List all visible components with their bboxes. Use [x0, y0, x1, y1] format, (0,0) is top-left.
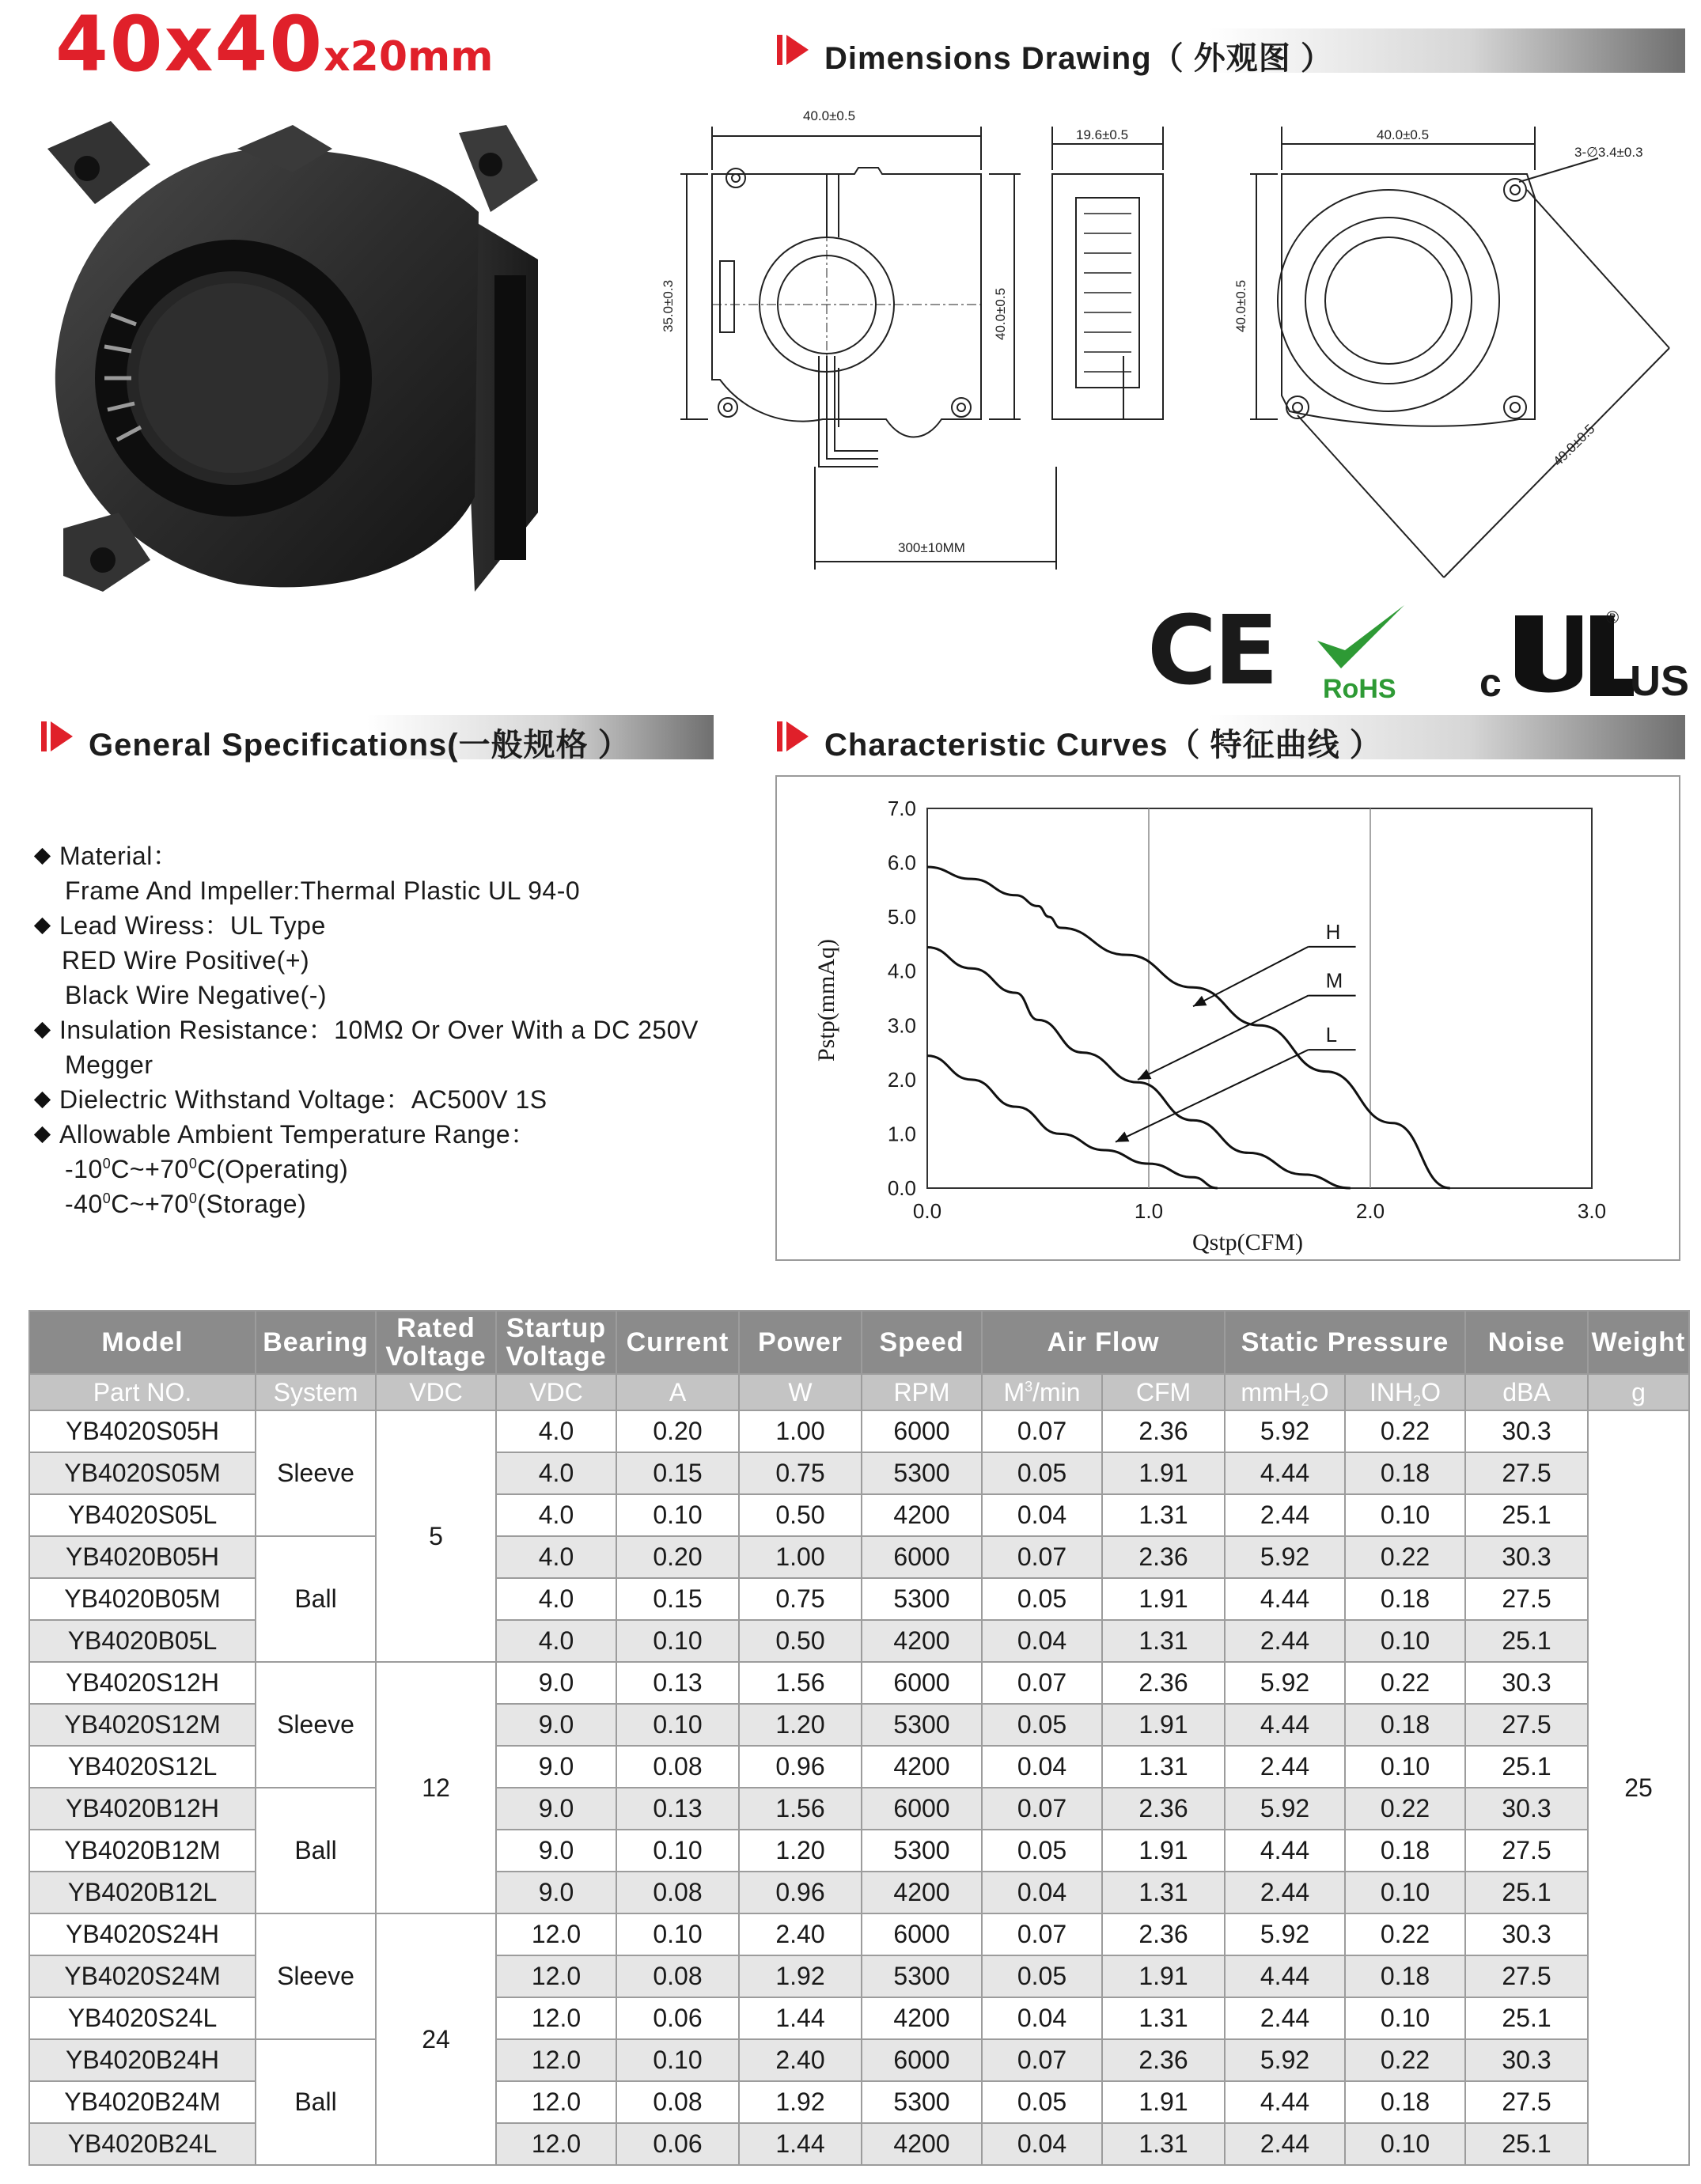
cell-pressure-in: 0.10	[1345, 1872, 1465, 1913]
cell-startup-voltage: 12.0	[496, 2081, 616, 2123]
cell-startup-voltage: 9.0	[496, 1662, 616, 1704]
cell-power: 1.56	[739, 1662, 862, 1704]
header-startup-voltage: Startup Voltage	[496, 1311, 616, 1374]
cell-power: 1.44	[739, 2123, 862, 2165]
table-header-row	[29, 1311, 1689, 1374]
cell-power: 0.75	[739, 1452, 862, 1494]
cell-airflow-cfm: 1.91	[1102, 1830, 1225, 1872]
cell-pressure-in: 0.22	[1345, 1788, 1465, 1830]
diamond-bullet-icon	[34, 918, 51, 934]
y-tick-label: 2.0	[887, 1067, 916, 1092]
cell-airflow-m3: 0.04	[982, 1872, 1102, 1913]
cell-model: YB4020B12H	[29, 1788, 256, 1830]
ul-registered-mark: ®	[1606, 608, 1620, 627]
spec-material-value: Frame And Impeller:Thermal Plastic UL 94-0	[65, 876, 581, 905]
x-tick-label: 1.0	[1134, 1199, 1164, 1223]
cell-noise: 25.1	[1465, 1746, 1588, 1788]
cell-startup-voltage: 4.0	[496, 1536, 616, 1578]
cell-speed: 4200	[862, 1620, 982, 1662]
curve-M	[927, 948, 1351, 1188]
cell-noise: 30.3	[1465, 1913, 1588, 1955]
cell-airflow-cfm: 2.36	[1102, 1410, 1225, 1452]
cell-airflow-m3: 0.05	[982, 1452, 1102, 1494]
diamond-bullet-icon	[34, 1022, 51, 1039]
cell-current: 0.20	[616, 1536, 739, 1578]
cell-airflow-m3: 0.07	[982, 1410, 1102, 1452]
cell-speed: 6000	[862, 1536, 982, 1578]
cell-speed: 6000	[862, 1913, 982, 1955]
cell-pressure-mm: 4.44	[1225, 2081, 1345, 2123]
cell-speed: 6000	[862, 1662, 982, 1704]
series-label-L: L	[1325, 1023, 1338, 1047]
table-units-row	[29, 1374, 1689, 1410]
cell-pressure-in: 0.18	[1345, 1452, 1465, 1494]
section-header-curves	[775, 715, 1685, 763]
cell-pressure-mm: 4.44	[1225, 1955, 1345, 1997]
spec-red-wire: RED Wire Positive(+)	[62, 946, 310, 975]
cell-airflow-m3: 0.07	[982, 2039, 1102, 2081]
cell-airflow-m3: 0.07	[982, 1788, 1102, 1830]
cell-model: YB4020B24M	[29, 2081, 256, 2123]
header-bearing: Bearing	[256, 1311, 376, 1374]
y-tick-label: 4.0	[887, 959, 916, 983]
rohs-label: RoHS	[1323, 674, 1396, 704]
ce-mark-icon: CE	[1147, 596, 1276, 706]
y-tick-label: 5.0	[887, 905, 916, 929]
cell-model: YB4020S24L	[29, 1997, 256, 2039]
cell-airflow-cfm: 2.36	[1102, 1536, 1225, 1578]
certification-logos	[1147, 596, 1690, 720]
cell-power: 1.20	[739, 1704, 862, 1746]
cell-pressure-in: 0.18	[1345, 1704, 1465, 1746]
cell-airflow-cfm: 2.36	[1102, 1662, 1225, 1704]
cell-airflow-cfm: 1.91	[1102, 1452, 1225, 1494]
cell-airflow-m3: 0.07	[982, 1536, 1102, 1578]
cell-pressure-mm: 5.92	[1225, 1536, 1345, 1578]
cell-speed: 5300	[862, 1704, 982, 1746]
cell-airflow-m3: 0.04	[982, 2123, 1102, 2165]
cell-speed: 5300	[862, 1452, 982, 1494]
cell-model: YB4020S24M	[29, 1955, 256, 1997]
cell-model: YB4020B24L	[29, 2123, 256, 2165]
cell-model: YB4020B24H	[29, 2039, 256, 2081]
table-row	[29, 1536, 1689, 1578]
cell-startup-voltage: 9.0	[496, 1746, 616, 1788]
ul-c-label: c	[1479, 660, 1502, 705]
section-title: Dimensions Drawing（ 外观图 ）	[824, 41, 1333, 76]
curve-L	[927, 1056, 1218, 1188]
y-axis-label: Pstp(mmAq)	[813, 938, 839, 1062]
cell-pressure-in: 0.22	[1345, 1536, 1465, 1578]
header-static-pressure: Static Pressure	[1225, 1311, 1465, 1374]
dim-side-width: 19.6±0.5	[1076, 127, 1129, 142]
cell-pressure-in: 0.22	[1345, 2039, 1465, 2081]
cell-current: 0.10	[616, 1620, 739, 1662]
cell-airflow-cfm: 1.31	[1102, 1997, 1225, 2039]
cell-power: 0.96	[739, 1746, 862, 1788]
spec-black-wire: Black Wire Negative(-)	[65, 981, 328, 1009]
cell-current: 0.08	[616, 1955, 739, 1997]
cell-speed: 4200	[862, 1494, 982, 1536]
cell-airflow-m3: 0.04	[982, 1494, 1102, 1536]
cell-noise: 27.5	[1465, 1704, 1588, 1746]
cell-startup-voltage: 9.0	[496, 1704, 616, 1746]
cell-startup-voltage: 12.0	[496, 2123, 616, 2165]
table-row	[29, 1788, 1689, 1830]
y-tick-label: 6.0	[887, 850, 916, 875]
pointer-line	[1193, 947, 1309, 1006]
cell-airflow-cfm: 1.31	[1102, 1494, 1225, 1536]
cell-current: 0.10	[616, 1913, 739, 1955]
unit-cfm: CFM	[1102, 1374, 1225, 1410]
cell-model: YB4020S12H	[29, 1662, 256, 1704]
chart-svg	[777, 777, 1679, 1259]
cell-noise: 27.5	[1465, 1452, 1588, 1494]
cell-airflow-cfm: 1.31	[1102, 1746, 1225, 1788]
header-weight: Weight	[1588, 1311, 1689, 1374]
unit-rated-vdc: VDC	[376, 1374, 496, 1410]
x-tick-label: 0.0	[912, 1199, 942, 1223]
dim-back-height: 40.0±0.5	[1233, 279, 1248, 332]
diamond-bullet-icon	[34, 848, 51, 865]
cell-airflow-cfm: 1.91	[1102, 1578, 1225, 1620]
table-row	[29, 1913, 1689, 1955]
cell-model: YB4020B05L	[29, 1620, 256, 1662]
cell-pressure-in: 0.10	[1345, 2123, 1465, 2165]
cell-noise: 25.1	[1465, 1620, 1588, 1662]
cell-current: 0.08	[616, 1872, 739, 1913]
cell-airflow-cfm: 1.31	[1102, 1620, 1225, 1662]
ul-us-label: US	[1630, 657, 1690, 705]
red-arrow-icon	[40, 718, 76, 755]
spec-operating-range: $-10^0C\sim+70^0C(Operating)$	[65, 1155, 349, 1183]
curve-H	[927, 867, 1450, 1188]
cell-pressure-mm: 5.92	[1225, 1662, 1345, 1704]
cell-airflow-m3: 0.05	[982, 1578, 1102, 1620]
cell-model: YB4020B12M	[29, 1830, 256, 1872]
cell-startup-voltage: 9.0	[496, 1872, 616, 1913]
cell-bearing: Sleeve	[256, 1410, 376, 1536]
cell-speed: 6000	[862, 2039, 982, 2081]
cell-pressure-in: 0.18	[1345, 1830, 1465, 1872]
spec-ambient: Allowable Ambient Temperature Range：	[33, 1117, 777, 1152]
cell-pressure-mm: 2.44	[1225, 1494, 1345, 1536]
table-row	[29, 1410, 1689, 1452]
dim-hole-spec: 3-∅3.4±0.3	[1574, 145, 1643, 160]
cell-airflow-cfm: 2.36	[1102, 1788, 1225, 1830]
cell-noise: 25.1	[1465, 1494, 1588, 1536]
cell-airflow-m3: 0.04	[982, 1746, 1102, 1788]
cell-power: 1.20	[739, 1830, 862, 1872]
cell-speed: 6000	[862, 1788, 982, 1830]
dim-cable-length: 300±10MM	[898, 540, 965, 555]
header-power: Power	[739, 1311, 862, 1374]
section-title: General Specifications(一般规格 ）	[89, 728, 631, 763]
unit-speed: RPM	[862, 1374, 982, 1410]
cell-airflow-cfm: 2.36	[1102, 1913, 1225, 1955]
spec-dielectric: Dielectric Withstand Voltage：AC500V 1S	[33, 1082, 777, 1117]
header-current: Current	[616, 1311, 739, 1374]
fan-product-photo	[32, 117, 554, 623]
cell-noise: 30.3	[1465, 1536, 1588, 1578]
cell-airflow-cfm: 1.31	[1102, 2123, 1225, 2165]
cell-rated-voltage: 12	[376, 1662, 496, 1913]
cell-power: 0.96	[739, 1872, 862, 1913]
x-tick-label: 3.0	[1577, 1199, 1607, 1223]
unit-inh2o: $INH_2O$	[1345, 1374, 1465, 1410]
cell-power: 1.00	[739, 1410, 862, 1452]
cell-airflow-m3: 0.04	[982, 1997, 1102, 2039]
cell-pressure-in: 0.22	[1345, 1410, 1465, 1452]
y-tick-label: 3.0	[887, 1013, 916, 1038]
cell-bearing: Ball	[256, 1536, 376, 1662]
cell-startup-voltage: 12.0	[496, 1997, 616, 2039]
cell-pressure-mm: 5.92	[1225, 1410, 1345, 1452]
cell-current: 0.13	[616, 1788, 739, 1830]
cell-speed: 4200	[862, 1746, 982, 1788]
cell-noise: 27.5	[1465, 1578, 1588, 1620]
cell-model: YB4020S24H	[29, 1913, 256, 1955]
unit-part-no: Part NO.	[29, 1374, 256, 1410]
x-axis-label: Qstp(CFM)	[1192, 1229, 1304, 1255]
rohs-check-icon	[1309, 601, 1412, 680]
dim-diagonal: 49.0±0.5	[1550, 421, 1598, 469]
y-tick-label: 7.0	[887, 797, 916, 820]
cell-power: 1.92	[739, 1955, 862, 1997]
unit-m3-min: $M^3/\min$	[982, 1374, 1102, 1410]
cell-current: 0.10	[616, 1494, 739, 1536]
spec-storage-range: $-40^0C\sim+70^0(Storage)$	[65, 1190, 307, 1218]
header-model: Model	[29, 1311, 256, 1374]
dim-front-width: 40.0±0.5	[803, 108, 856, 123]
cell-pressure-mm: 5.92	[1225, 2039, 1345, 2081]
cell-startup-voltage: 12.0	[496, 2039, 616, 2081]
cell-noise: 25.1	[1465, 1872, 1588, 1913]
cell-airflow-m3: 0.05	[982, 1955, 1102, 1997]
cell-power: 0.50	[739, 1620, 862, 1662]
dim-back-width: 40.0±0.5	[1377, 127, 1430, 142]
unit-system: System	[256, 1374, 376, 1410]
cell-noise: 30.3	[1465, 2039, 1588, 2081]
cell-pressure-mm: 2.44	[1225, 1620, 1345, 1662]
dim-front-height-right: 40.0±0.5	[993, 287, 1008, 340]
cell-noise: 30.3	[1465, 1788, 1588, 1830]
cell-power: 1.44	[739, 1997, 862, 2039]
cell-pressure-in: 0.10	[1345, 1620, 1465, 1662]
header-rated-voltage: Rated Voltage	[376, 1311, 496, 1374]
cell-pressure-mm: 2.44	[1225, 1872, 1345, 1913]
cell-power: 0.75	[739, 1578, 862, 1620]
model-specifications-table	[28, 1310, 1690, 2166]
cell-startup-voltage: 9.0	[496, 1788, 616, 1830]
cell-noise: 27.5	[1465, 1955, 1588, 1997]
cell-pressure-mm: 4.44	[1225, 1704, 1345, 1746]
cell-current: 0.10	[616, 1830, 739, 1872]
cell-bearing: Sleeve	[256, 1662, 376, 1788]
cell-noise: 25.1	[1465, 1997, 1588, 2039]
cell-noise: 30.3	[1465, 1410, 1588, 1452]
cell-speed: 4200	[862, 2123, 982, 2165]
cell-startup-voltage: 4.0	[496, 1578, 616, 1620]
series-label-H: H	[1325, 919, 1341, 944]
cell-current: 0.08	[616, 2081, 739, 2123]
general-specifications	[33, 838, 777, 1221]
unit-current: A	[616, 1374, 739, 1410]
cell-speed: 5300	[862, 1578, 982, 1620]
cell-startup-voltage: 4.0	[496, 1410, 616, 1452]
cell-bearing: Ball	[256, 1788, 376, 1913]
cell-rated-voltage: 24	[376, 1913, 496, 2165]
cell-startup-voltage: 4.0	[496, 1494, 616, 1536]
section-header-dimensions	[775, 28, 1685, 76]
table-row	[29, 2039, 1689, 2081]
title-thickness: x20mm	[324, 33, 494, 81]
cell-noise: 27.5	[1465, 1830, 1588, 1872]
product-title	[55, 0, 493, 89]
cell-airflow-cfm: 1.91	[1102, 1955, 1225, 1997]
cell-power: 1.56	[739, 1788, 862, 1830]
cell-startup-voltage: 4.0	[496, 1620, 616, 1662]
y-tick-label: 0.0	[887, 1176, 916, 1200]
cell-airflow-m3: 0.05	[982, 1704, 1102, 1746]
spec-lead-wires: Lead Wiress：UL Type	[33, 908, 777, 943]
unit-mmh2o: mmH$_2$O	[1225, 1374, 1345, 1410]
cell-speed: 4200	[862, 1872, 982, 1913]
y-tick-label: 1.0	[887, 1122, 916, 1146]
cell-model: YB4020S05H	[29, 1410, 256, 1452]
cell-power: 0.50	[739, 1494, 862, 1536]
series-label-M: M	[1325, 968, 1343, 993]
diamond-bullet-icon	[34, 1126, 51, 1143]
cell-current: 0.15	[616, 1452, 739, 1494]
cell-power: 2.40	[739, 2039, 862, 2081]
cell-power: 2.40	[739, 1913, 862, 1955]
red-arrow-icon	[775, 32, 812, 68]
diamond-bullet-icon	[34, 1092, 51, 1108]
cell-power: 1.00	[739, 1536, 862, 1578]
cell-pressure-mm: 4.44	[1225, 1452, 1345, 1494]
dimensions-drawing	[661, 95, 1685, 585]
cell-noise: 27.5	[1465, 2081, 1588, 2123]
cell-current: 0.08	[616, 1746, 739, 1788]
cell-current: 0.06	[616, 1997, 739, 2039]
cell-speed: 4200	[862, 1997, 982, 2039]
section-title: Characteristic Curves（ 特征曲线 ）	[824, 728, 1382, 763]
section-header-specs	[40, 715, 714, 763]
cell-bearing: Sleeve	[256, 1913, 376, 2039]
cell-pressure-in: 0.22	[1345, 1662, 1465, 1704]
cell-current: 0.13	[616, 1662, 739, 1704]
cell-current: 0.10	[616, 2039, 739, 2081]
header-air-flow: Air Flow	[982, 1311, 1225, 1374]
cell-pressure-mm: 2.44	[1225, 1746, 1345, 1788]
cell-pressure-in: 0.10	[1345, 1997, 1465, 2039]
cell-airflow-m3: 0.07	[982, 1662, 1102, 1704]
red-arrow-icon	[775, 718, 812, 755]
header-speed: Speed	[862, 1311, 982, 1374]
cell-model: YB4020S12L	[29, 1746, 256, 1788]
characteristic-curves-chart	[775, 775, 1680, 1261]
cell-bearing: Ball	[256, 2039, 376, 2165]
dim-front-height-left: 35.0±0.3	[661, 279, 676, 332]
cell-current: 0.20	[616, 1410, 739, 1452]
cell-speed: 5300	[862, 1830, 982, 1872]
cell-startup-voltage: 12.0	[496, 1955, 616, 1997]
spec-insulation: Insulation Resistance：10MΩ Or Over With a DC 250V	[33, 1013, 777, 1047]
cell-pressure-in: 0.18	[1345, 2081, 1465, 2123]
cell-pressure-in: 0.10	[1345, 1494, 1465, 1536]
unit-weight: g	[1588, 1374, 1689, 1410]
plot-frame	[927, 808, 1592, 1188]
cell-airflow-cfm: 1.31	[1102, 1872, 1225, 1913]
title-size: 40x40	[55, 0, 324, 89]
cell-airflow-m3: 0.04	[982, 1620, 1102, 1662]
cell-noise: 30.3	[1465, 1662, 1588, 1704]
cell-pressure-in: 0.18	[1345, 1578, 1465, 1620]
cell-pressure-in: 0.22	[1345, 1913, 1465, 1955]
cell-pressure-in: 0.10	[1345, 1746, 1465, 1788]
cell-noise: 25.1	[1465, 2123, 1588, 2165]
cell-airflow-m3: 0.05	[982, 2081, 1102, 2123]
cell-pressure-mm: 4.44	[1225, 1830, 1345, 1872]
cell-speed: 6000	[862, 1410, 982, 1452]
cell-model: YB4020S05M	[29, 1452, 256, 1494]
cell-current: 0.10	[616, 1704, 739, 1746]
cell-airflow-cfm: 1.91	[1102, 1704, 1225, 1746]
spec-insulation-cont: Megger	[65, 1050, 153, 1079]
cell-pressure-mm: 2.44	[1225, 2123, 1345, 2165]
cell-startup-voltage: 9.0	[496, 1830, 616, 1872]
cell-airflow-cfm: 1.91	[1102, 2081, 1225, 2123]
cell-model: YB4020B05M	[29, 1578, 256, 1620]
table-row	[29, 1662, 1689, 1704]
cell-airflow-cfm: 2.36	[1102, 2039, 1225, 2081]
cell-startup-voltage: 4.0	[496, 1452, 616, 1494]
cell-weight: 25	[1588, 1410, 1689, 2165]
cell-model: YB4020B05H	[29, 1536, 256, 1578]
cell-startup-voltage: 12.0	[496, 1913, 616, 1955]
cell-pressure-mm: 5.92	[1225, 1788, 1345, 1830]
unit-power: W	[739, 1374, 862, 1410]
cell-current: 0.06	[616, 2123, 739, 2165]
unit-noise: dBA	[1465, 1374, 1588, 1410]
cell-speed: 5300	[862, 2081, 982, 2123]
cell-pressure-in: 0.18	[1345, 1955, 1465, 1997]
unit-startup-vdc: VDC	[496, 1374, 616, 1410]
cell-pressure-mm: 4.44	[1225, 1578, 1345, 1620]
x-tick-label: 2.0	[1355, 1199, 1385, 1223]
cell-airflow-m3: 0.07	[982, 1913, 1102, 1955]
cell-airflow-m3: 0.05	[982, 1830, 1102, 1872]
cell-pressure-mm: 2.44	[1225, 1997, 1345, 2039]
cell-power: 1.92	[739, 2081, 862, 2123]
spec-material: Material：	[33, 838, 777, 873]
cell-model: YB4020S12M	[29, 1704, 256, 1746]
cell-pressure-mm: 5.92	[1225, 1913, 1345, 1955]
cell-model: YB4020B12L	[29, 1872, 256, 1913]
cell-speed: 5300	[862, 1955, 982, 1997]
cell-current: 0.15	[616, 1578, 739, 1620]
header-noise: Noise	[1465, 1311, 1588, 1374]
cell-rated-voltage: 5	[376, 1410, 496, 1662]
cell-model: YB4020S05L	[29, 1494, 256, 1536]
